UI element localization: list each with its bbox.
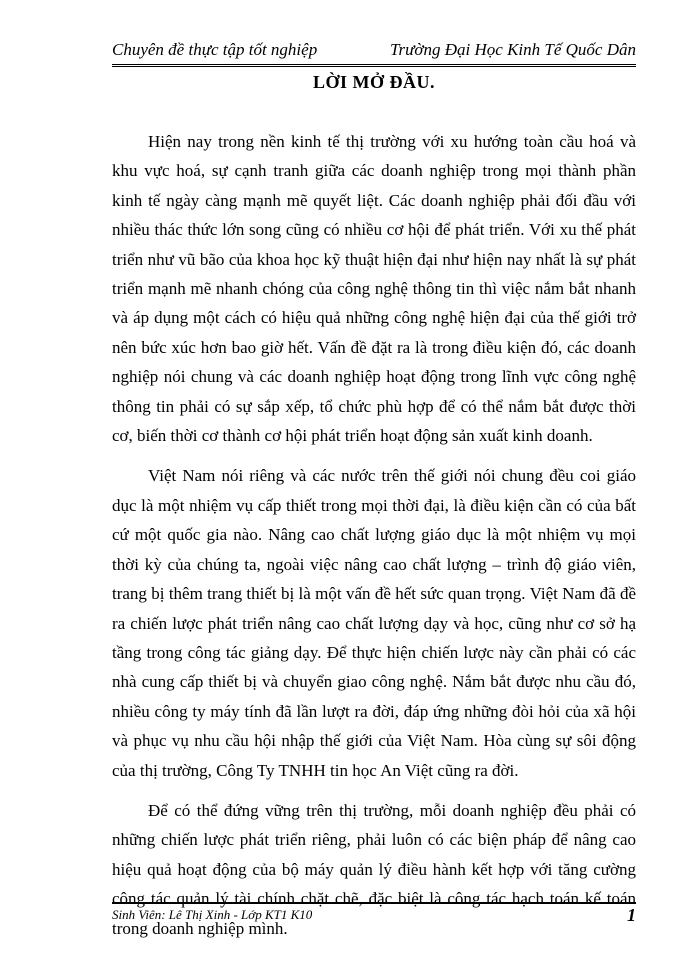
- running-header: [112, 40, 636, 64]
- header-university: Trường Đại Học Kinh Tế Quốc Dân: [390, 40, 636, 59]
- footer-divider: [112, 902, 636, 904]
- page-title: LỜI MỞ ĐẦU.: [313, 72, 435, 92]
- body-text: [112, 127, 636, 954]
- footer-student-info: Sinh Viên: Lê Thị Xinh - Lớp KT1 K10: [112, 907, 313, 922]
- header-divider: [112, 64, 636, 67]
- running-footer: [112, 906, 636, 928]
- page-number: 1: [627, 905, 636, 925]
- paragraph: Hiện nay trong nền kinh tế thị trường với xu hướng toàn cầu hoá và khu vực hoá, sự cạnh tranh giữa các doanh nghiệp trong mọi thành phần kinh tế ngày càng mạnh mẽ quyết liệt. Các doanh nghiệp phải đối đầu với nhiều thác thức lớn song cũng có nhiều cơ hội để phát triển. Với xu thế phát triển như vũ bão của khoa học kỹ thuật hiện đại như hiện nay nhất là sự phát triển mạnh mẽ nhanh chóng của công nghệ thông tin thì việc nắm bắt nhanh và áp dụng một cách có hiệu quả những công nghệ hiện đại của thế giới trở nên bức xúc hơn bao giờ hết. Vấn đề đặt ra là trong điều kiện đó, các doanh nghiệp nói chung và các doanh nghiệp hoạt động trong lĩnh vực công nghệ thông tin phải có sự sắp xếp, tổ chức phù hợp để có thể nắm bắt được thời cơ, biến thời cơ thành cơ hội phát triển hoạt động sản xuất kinh doanh.: [112, 132, 636, 446]
- header-report-type: Chuyên đề thực tập tốt nghiệp: [112, 40, 318, 59]
- paragraph: Việt Nam nói riêng và các nước trên thế giới nói chung đều coi giáo dục là một nhiệm vụ cấp thiết trong mọi thời đại, là điều kiện cần có của bất cứ một quốc gia nào. Nâng cao chất lượng giáo dục là một nhiệm vụ mọi thời kỳ của chúng ta, ngoài việc nâng cao chất lượng – trình độ giáo viên, trang bị thêm trang thiết bị là một vấn đề hết sức quan trọng. Việt Nam đã đề ra chiến lược phát triển nâng cao chất lượng dạy và học, cũng như cơ sở hạ tầng trong công tác giảng dạy. Để thực hiện chiến lược này cần phải có các nhà cung cấp thiết bị và chuyển giao công nghệ. Nắm bắt được nhu cầu đó, nhiều công ty máy tính đã lần lượt ra đời, đáp ứng những đòi hỏi của xã hội và phục vụ nhu cầu hội nhập thế giới của Việt Nam. Hòa cùng sự sôi động của thị trường, Công Ty TNHH tin học An Việt cũng ra đời.: [112, 466, 636, 780]
- paragraph: Để có thể đứng vững trên thị trường, mỗi doanh nghiệp đều phải có những chiến lược phát triển riêng, phải luôn có các biện pháp để nâng cao hiệu quả hoạt động của bộ máy quản lý điều hành kết hợp với tăng cường công tác quản lý tài chính chặt chẽ, đặc biệt là công tác hạch toán kế toán trong doanh nghiệp mình.: [112, 800, 636, 938]
